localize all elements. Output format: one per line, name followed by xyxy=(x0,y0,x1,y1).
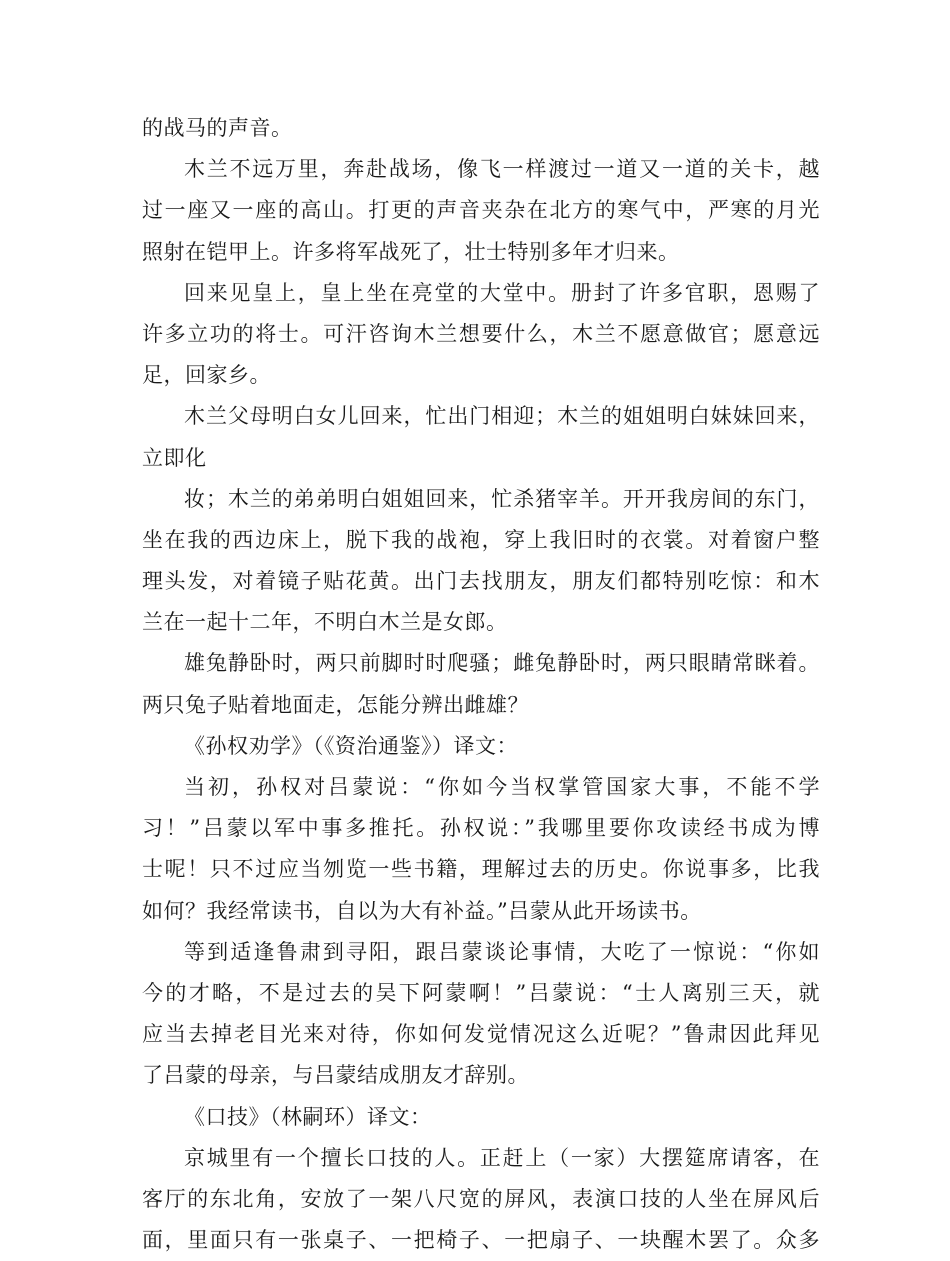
text-line: 京城里有一个擅长口技的人。正赶上（一家）大摆筵席请客，在 xyxy=(184,1145,820,1170)
text-line: 面，里面只有一张桌子、一把椅子、一把扇子、一块醒木罢了。众多 xyxy=(142,1228,820,1253)
text-line: 的战马的声音。 xyxy=(142,116,293,140)
text-line: 雄兔静卧时，两只前脚时时爬骚；雌兔静卧时，两只眼睛常眯着。 xyxy=(184,651,820,676)
text-line: 应当去掉老目光来对待，你如何发觉情况这么近呢？”鲁肃因此拜见 xyxy=(142,1022,820,1047)
text-line: 等到适逢鲁肃到寻阳，跟吕蒙谈论事情，大吃了一惊说：“你如 xyxy=(184,939,820,964)
text-line: 立即化 xyxy=(142,445,207,470)
text-line: 两只兔子贴着地面走，怎能分辨出雌雄？ xyxy=(142,692,529,717)
text-line: 今的才略，不是过去的吴下阿蒙啊！”吕蒙说：“士人离别三天，就 xyxy=(142,980,820,1005)
text-line: 了吕蒙的母亲，与吕蒙结成朋友才辞别。 xyxy=(142,1063,529,1088)
text-line: 照射在铠甲上。许多将军战死了，壮士特别多年才归来。 xyxy=(142,239,680,264)
text-line: 过一座又一座的高山。打更的声音夹杂在北方的寒气中，严寒的月光 xyxy=(142,198,820,223)
text-line: 理头发，对着镜子贴花黄。出门去找朋友，朋友们都特别吃惊：和木 xyxy=(142,569,820,594)
text-line: 《孙权劝学》（《资治通鉴》）译文： xyxy=(184,733,518,758)
text-line: 妆；木兰的弟弟明白姐姐回来，忙杀猪宰羊。开开我房间的东门， xyxy=(184,486,820,511)
text-line: 木兰不远万里，奔赴战场，像飞一样渡过一道又一道的关卡，越 xyxy=(184,157,820,182)
text-line: 《口技》（林嗣环）译文： xyxy=(184,1104,432,1129)
document-body xyxy=(142,108,820,1261)
text-line: 足，回家乡。 xyxy=(142,363,271,388)
text-line: 客厅的东北角，安放了一架八尺宽的屏风，表演口技的人坐在屏风后 xyxy=(142,1186,820,1211)
text-line: 习！”吕蒙以军中事多推托。孙权说：”我哪里要你攻读经书成为博 xyxy=(142,816,820,841)
text-line: 许多立功的将士。可汗咨询木兰想要什么，木兰不愿意做官；愿意远 xyxy=(142,321,820,346)
text-line: 士呢！只不过应当刎览一些书籍，理解过去的历史。你说事多，比我 xyxy=(142,857,820,882)
text-line: 坐在我的西边床上，脱下我的战袍，穿上我旧时的衣裳。对着窗户整 xyxy=(142,527,820,552)
text-line: 兰在一起十二年，不明白木兰是女郎。 xyxy=(142,610,508,635)
text-line: 回来见皇上，皇上坐在亮堂的大堂中。册封了许多官职，恩赐了 xyxy=(184,280,820,305)
text-line: 当初，孙权对吕蒙说：“你如今当权掌管国家大事，不能不学 xyxy=(184,775,820,799)
text-line: 木兰父母明白女儿回来，忙出门相迎；木兰的姐姐明白妹妹回来， xyxy=(184,404,820,429)
text-line: 如何？我经常读书，自以为大有补益。”吕蒙从此开场读书。 xyxy=(142,898,702,923)
